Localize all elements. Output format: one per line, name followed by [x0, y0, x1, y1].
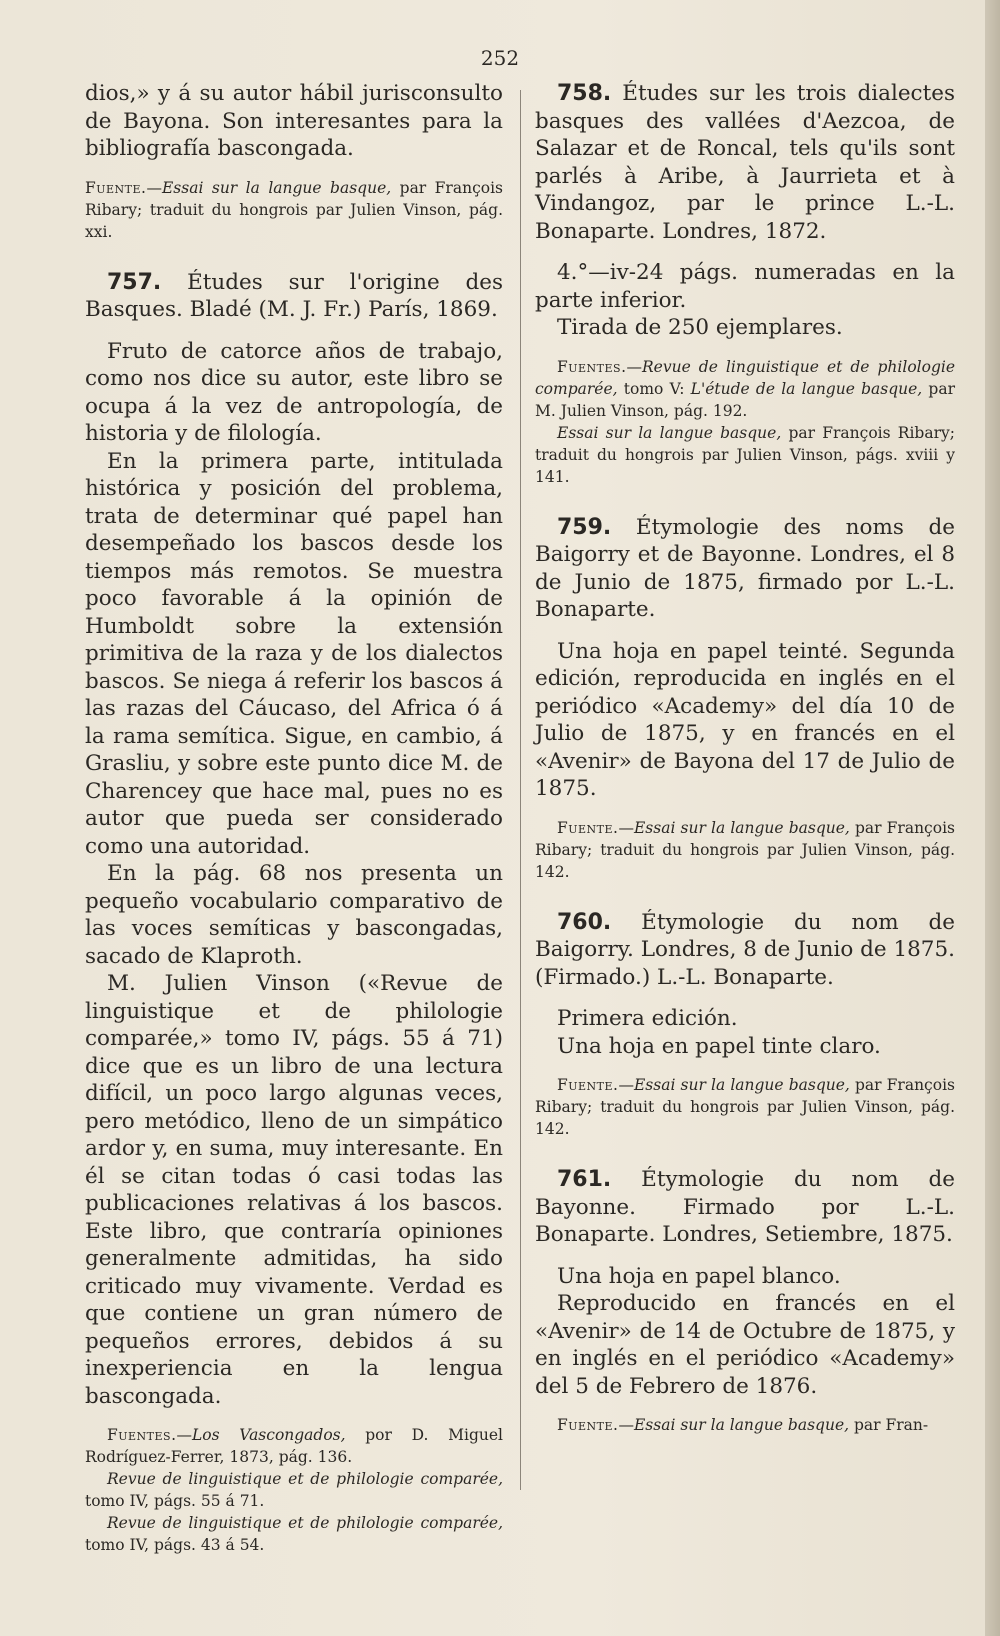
entry-heading: 759. Étymologie des noms de Baigorry et de Bayonne. Londres, el 8 de Junio de 1875, firmado por L.-L. Bonaparte. [535, 514, 955, 622]
entry-heading: 757. Études sur l'origine des Basques. Bladé (M. J. Fr.) París, 1869. [85, 269, 503, 322]
entry-759 [535, 514, 955, 883]
source-note: Fuente.—Essai sur la langue basque, par François Ribary; traduit du hongrois par Julien Vinson, pág. 142. [535, 818, 955, 881]
paragraph: dios,» y á su autor hábil jurisconsulto de Bayona. Son interesantes para la bibliografía bascongada. [85, 81, 503, 161]
source-note: Revue de linguistique et de philologie comparée, tomo IV, págs. 55 á 71. [85, 1470, 503, 1510]
paragraph: M. Julien Vinson («Revue de linguistique et de philologie comparée,» tomo IV, págs. 55 á 71) dice que es un libro de una lectura difícil, un poco largo algunas veces, pero metódico, lleno de un simpático ardor y, en suma, muy interesante. En él se citan todas ó casi todas las publicaciones relativas á los bascos. Este libro, que contraría opiniones generalmente admitidas, ha sido criticado muy vivamente. Verdad es que contiene un gran número de pequeños errores, debidos á su inexperiencia en la lengua bascongada. [85, 971, 503, 1409]
source-note: Fuente.—Essai sur la langue basque, par François Ribary; traduit du hongrois par Julien Vinson, pág. xxi. [85, 178, 503, 241]
source-note: Essai sur la langue basque, par François Ribary; traduit du hongrois par Julien Vinson, págs. xviii y 141. [535, 423, 955, 486]
entry-heading: 761. Étymologie du nom de Bayonne. Firmado por L.-L. Bonaparte. Londres, Setiembre, 1875. [535, 1167, 955, 1247]
paragraph: Primera edición. [557, 1006, 738, 1031]
source-note: Revue de linguistique et de philologie comparée, tomo IV, págs. 43 á 54. [85, 1514, 503, 1554]
left-column [85, 80, 503, 1556]
paragraph: Tirada de 250 ejemplares. [557, 315, 843, 340]
entry-heading: 760. Étymologie du nom de Baigorry. Londres, 8 de Junio de 1875. (Firmado.) L.-L. Bonaparte. [535, 909, 955, 990]
entry-760 [535, 909, 955, 1141]
column-divider [520, 90, 521, 1490]
paragraph: 4.°—iv-24 págs. numeradas en la parte inferior. [535, 260, 955, 313]
source-note: Fuente.—Essai sur la langue basque, par Fran- [557, 1416, 929, 1434]
source-note: Fuente.—Essai sur la langue basque, par François Ribary; traduit du hongrois par Julien Vinson, pág. 142. [535, 1076, 955, 1138]
entry-758 [535, 80, 955, 488]
entry-761 [535, 1166, 955, 1436]
entry-757 [85, 269, 503, 1557]
paragraph: Reproducido en francés en el «Avenir» de 14 de Octubre de 1875, y en inglés en el periódico «Academy» del 5 de Febrero de 1876. [535, 1291, 955, 1399]
page-edge [985, 0, 1000, 1636]
right-column [535, 80, 955, 1436]
paragraph: Una hoja en papel tinte claro. [557, 1033, 881, 1059]
paragraph: Fruto de catorce años de trabajo, como nos dice su autor, este libro se ocupa á la vez de antropología, de historia y de filología. [85, 338, 503, 446]
entry-heading: 758. Études sur les trois dialectes basques des vallées d'Aezcoa, de Salazar et de Roncal, tels qu'ils sont parlés à Aribe, à Jaurrieta et à Vindangoz, par le prince L.-L. Bonaparte. Londres, 1872. [535, 81, 955, 244]
paragraph: En la primera parte, intitulada histórica y posición del problema, trata de determinar qué papel han desempeñado los bascos desde los tiempos más remotos. Se muestra poco favorable á la opinión de Humboldt sobre la extensión primitiva de la raza y de los dialectos bascos. Se niega á referir los bascos á las razas del Cáucaso, del Africa ó á la rama semítica. Sigue, en cambio, á Grasliu, y sobre este punto dice M. de Charencey que hace mal, pues no es autor que pueda ser considerado como una autoridad. [85, 448, 503, 859]
page-number: 252 [480, 46, 520, 70]
source-note: Fuentes.—Los Vascongados, por D. Miguel Rodríguez-Ferrer, 1873, pág. 136. [85, 1426, 503, 1466]
paragraph: Una hoja en papel blanco. [557, 1263, 841, 1289]
paragraph: En la pág. 68 nos presenta un pequeño vocabulario comparativo de las voces semíticas y bascongadas, sacado de Klaproth. [85, 861, 503, 969]
source-note: Fuentes.—Revue de linguistique et de philologie comparée, tomo V: L'étude de la langue basque, par M. Julien Vinson, pág. 192. [535, 357, 956, 420]
paragraph: Una hoja en papel teinté. Segunda edición, reproducida en inglés en el periódico «Academy» del día 10 de Julio de 1875, y en francés en el «Avenir» de Bayona del 17 de Julio de 1875. [535, 638, 955, 801]
